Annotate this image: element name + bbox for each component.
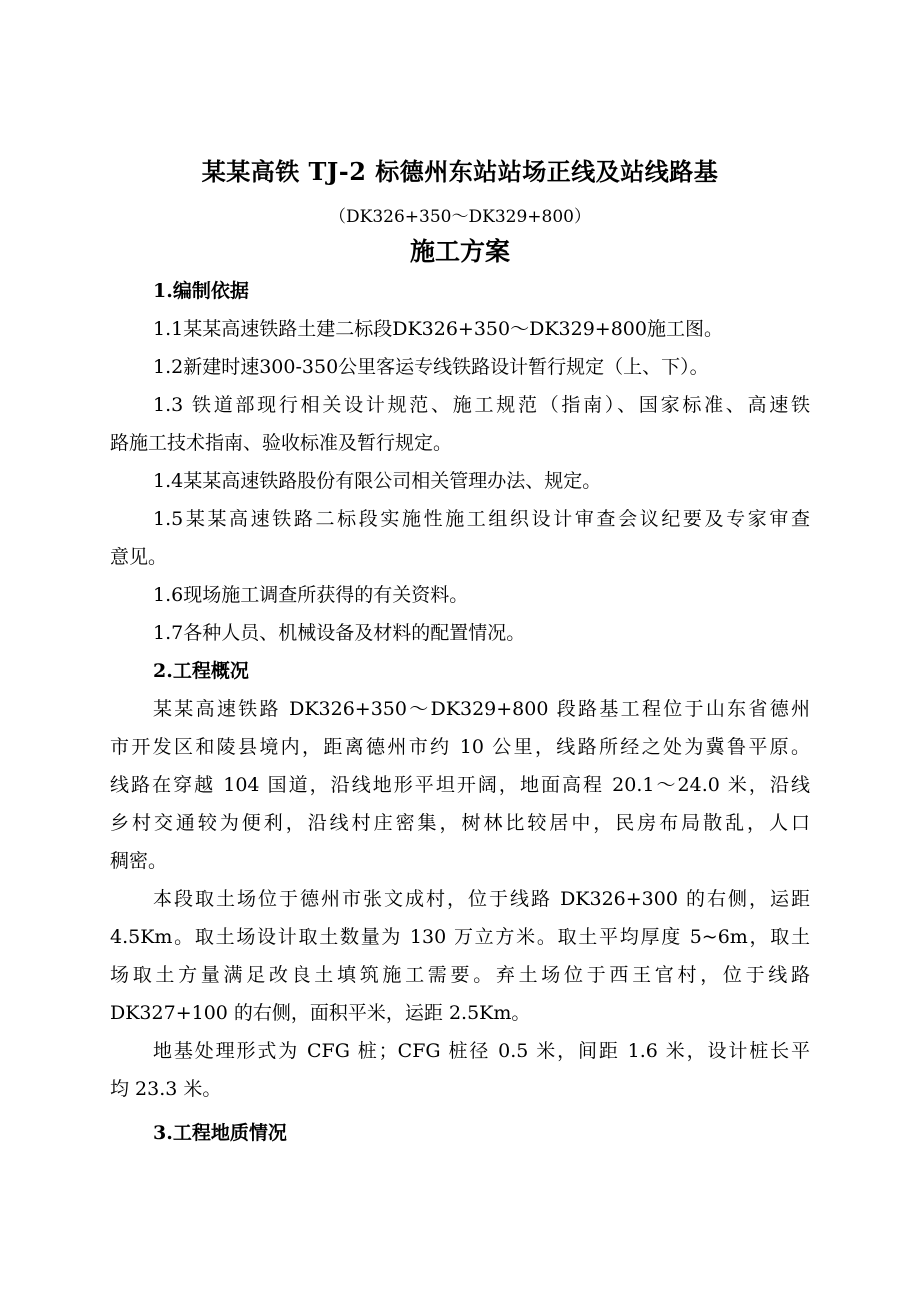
section-heading-basis: 1.编制依据 [153,280,249,302]
section-heading-overview: 2.工程概况 [153,660,249,682]
basis-item-continuation: 路施工技术指南、验收标准及暂行规定。 [110,432,453,454]
foundation-paragraph-line: 均 23.3 米。 [110,1078,222,1100]
borrow-pit-paragraph-line: 场取土方量满足改良土填筑施工需要。弃土场位于西王官村，位于线路 [110,964,810,986]
basis-item: 1.6现场施工调查所获得的有关资料。 [153,584,469,606]
section-heading-geology: 3.工程地质情况 [153,1122,287,1144]
overview-paragraph-line: 乡村交通较为便利，沿线村庄密集，树林比较居中，民房布局散乱，人口 [110,812,810,834]
overview-paragraph-line: 市开发区和陵县境内，距离德州市约 10 公里，线路所经之处为冀鲁平原。 [110,736,810,758]
basis-item: 1.1某某高速铁路土建二标段DK326+350～DK329+800施工图。 [153,318,723,340]
overview-paragraph-line: 某某高速铁路 DK326+350～DK329+800 段路基工程位于山东省德州 [153,698,810,720]
basis-item: 1.5某某高速铁路二标段实施性施工组织设计审查会议纪要及专家审查 [153,508,810,530]
borrow-pit-paragraph-line: 4.5Km。取土场设计取土数量为 130 万立方米。取土平均厚度 5~6m，取土 [110,926,810,948]
basis-item: 1.4某某高速铁路股份有限公司相关管理办法、规定。 [153,470,602,492]
basis-item-continuation: 意见。 [110,546,168,568]
basis-item: 1.7各种人员、机械设备及材料的配置情况。 [153,622,526,644]
overview-paragraph-line: 稠密。 [110,850,168,872]
foundation-paragraph-line: 地基处理形式为 CFG 桩；CFG 桩径 0.5 米，间距 1.6 米，设计桩长平 [153,1040,810,1062]
basis-item: 1.2新建时速300-350公里客运专线铁路设计暂行规定（上、下）。 [153,356,709,378]
overview-paragraph-line: 线路在穿越 104 国道，沿线地形平坦开阔，地面高程 20.1～24.0 米，沿线 [110,774,810,796]
document-title: 某某高铁 TJ-2 标德州东站站场正线及站线路基 [201,157,719,186]
basis-item: 1.3 铁道部现行相关设计规范、施工规范（指南）、国家标准、高速铁 [153,394,810,416]
document-subtitle: 施工方案 [409,237,510,266]
document-body [110,272,810,1152]
borrow-pit-paragraph-line: 本段取土场位于德州市张文成村，位于线路 DK326+300 的右侧，运距 [153,888,810,910]
borrow-pit-paragraph-line: DK327+100 的右侧，面积平米，运距 2.5Km。 [110,1002,531,1024]
mileage-range: （DK326+350～DK329+800） [329,207,591,227]
